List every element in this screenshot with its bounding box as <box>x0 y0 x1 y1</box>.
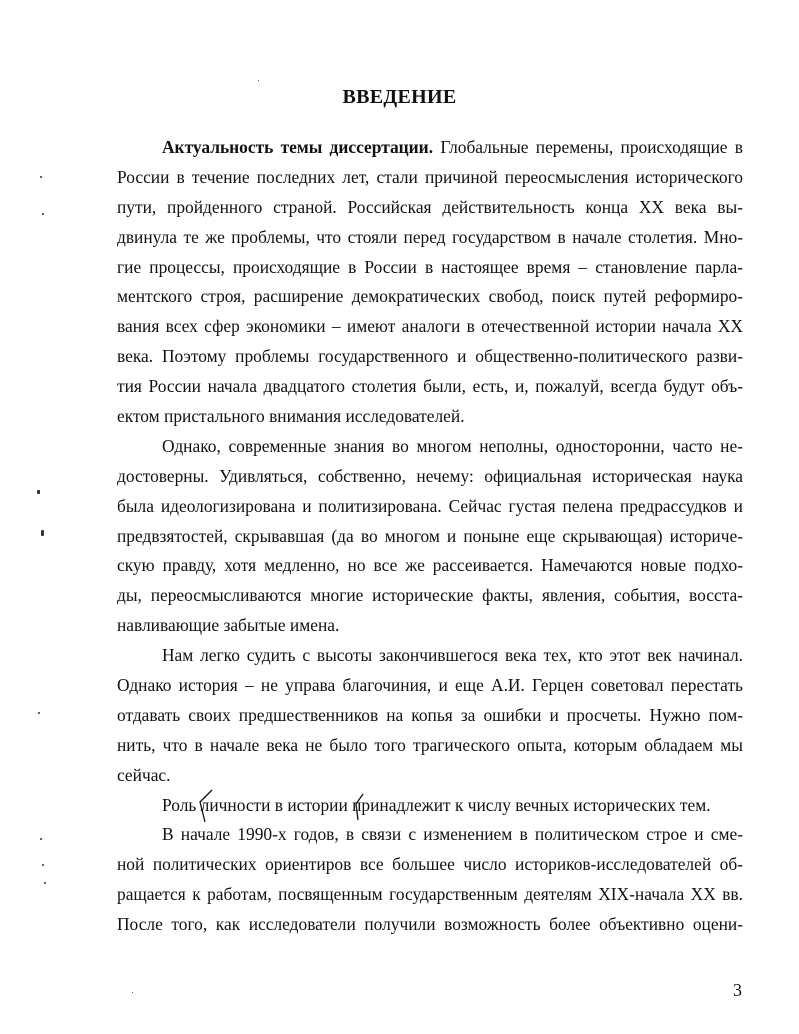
paragraph-3-line: Однако история – не управа благочиния, и еще А.И. Герцен советовал перестать <box>117 675 743 696</box>
scan-speck <box>44 882 46 884</box>
paragraph-3-line: нить, что в начале века не было того трагического опыта, которым обладаем мы <box>117 734 743 755</box>
page-number: 3 <box>733 980 742 1000</box>
paragraph-4-line: Роль личности в истории принадлежит к числу вечных исторических тем. <box>162 794 711 815</box>
paragraph-1-line: тия России начала двадцатого столетия были, есть, и, пожалуй, всегда будут объ- <box>117 376 743 397</box>
scan-speck <box>40 176 42 178</box>
paragraph-1-line: ментского строя, расширение демократических свобод, поиск путей реформиро- <box>117 286 743 307</box>
paragraph-1-line: двинула те же проблемы, что стояли перед государством в начале столетия. Мно- <box>117 226 743 247</box>
paragraph-2-line: предвзятостей, скрывавшая (да во многом и поныне еще скрывающая) историче- <box>117 525 743 546</box>
paragraph-3-line: отдавать своих предшественников на копья за ошибки и просчеты. Нужно пом- <box>117 704 743 725</box>
paragraph-5-line: ращается к работам, посвященным государственным деятелям XIX-начала XX вв. <box>117 884 743 905</box>
paragraph-1-line: гие процессы, происходящие в России в настоящее время – становление парла- <box>117 256 743 277</box>
scan-speck <box>37 490 40 494</box>
paragraph-2-line: навливающие забытые имена. <box>117 615 340 636</box>
paragraph-1-line: ектом пристального внимания исследователей. <box>117 406 465 427</box>
body-text <box>117 133 743 940</box>
scan-speck <box>41 530 44 536</box>
paragraph-lead-bold: Актуальность темы диссертации. <box>162 137 434 157</box>
paragraph-1-line-1: Актуальность темы диссертации. Глобальные перемены, происходящие в <box>162 137 743 157</box>
paragraph-1-line: пути, пройденного страной. Российская действительность конца XX века вы- <box>117 196 743 217</box>
paragraph-3-line: сейчас. <box>117 764 171 785</box>
scan-speck <box>258 80 259 81</box>
paragraph-1-line: вания всех сфер экономики – имеют аналоги в отечественной истории начала XX <box>117 316 743 337</box>
scan-speck <box>40 838 42 840</box>
paragraph-2-line: ды, переосмысливаются многие исторические факты, явления, события, восста- <box>117 585 743 606</box>
scan-speck <box>42 213 44 215</box>
scan-speck <box>38 712 40 714</box>
paragraph-3-line: Нам легко судить с высоты закончившегося века тех, кто этот век начинал. <box>162 645 743 666</box>
paragraph-1-line: России в течение последних лет, стали причиной переосмысления исторического <box>117 166 743 187</box>
paragraph-1-line: века. Поэтому проблемы государственного и общественно-политического разви- <box>117 346 743 367</box>
paragraph-2-line: скую правду, хотя медленно, но все же рассеивается. Намечаются новые подхо- <box>117 555 743 576</box>
paragraph-2-line: была идеологизирована и политизирована. Сейчас густая пелена предрассудков и <box>117 495 743 516</box>
scan-speck <box>42 864 44 866</box>
paragraph-5-line: После того, как исследователи получили возможность более объективно оцени- <box>117 914 743 935</box>
scan-speck <box>132 992 133 993</box>
page-title: ВВЕДЕНИЕ <box>342 86 457 108</box>
paragraph-2-line: Однако, современные знания во многом неполны, односторонни, часто не- <box>162 435 743 456</box>
paragraph-5-line: В начале 1990-х годов, в связи с изменением в политическом строе и сме- <box>162 824 743 845</box>
paragraph-5-line: ной политических ориентиров все большее число историков-исследователей об- <box>117 854 743 875</box>
paragraph-2-line: достоверны. Удивляться, собственно, нечему: официальная историческая наука <box>117 465 743 486</box>
